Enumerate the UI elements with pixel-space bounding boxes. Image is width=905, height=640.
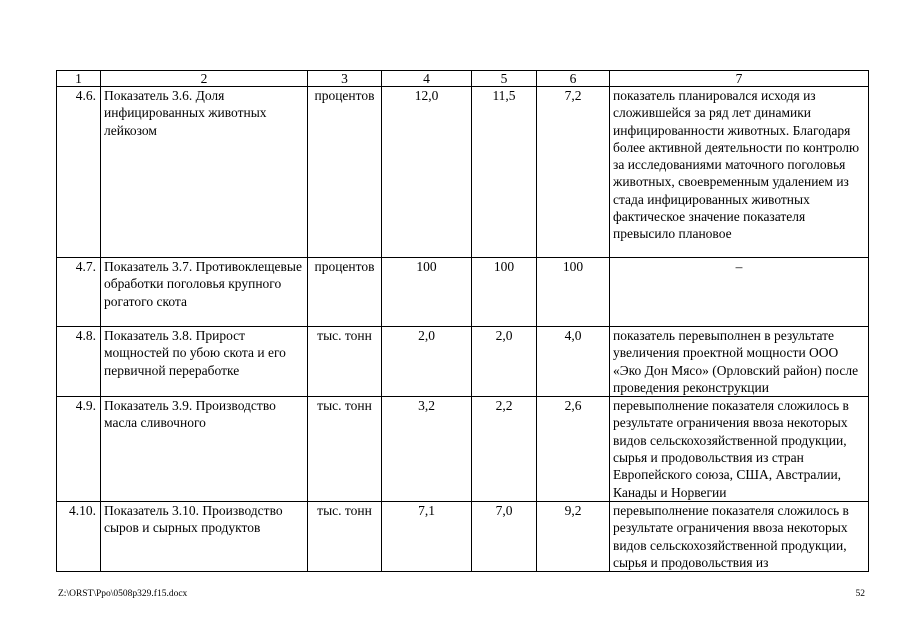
value-col5: 100 bbox=[472, 258, 537, 327]
note: показатель планировался исходя из сложившейся за ряд лет динамики инфицированности животных. Благодаря более активной деятельности по контролю за исследованиями маточного поголовья животных, своевременным удалением из стада инфицированных животных фактическое значение показателя превысило плановое bbox=[610, 87, 869, 258]
value-col4: 7,1 bbox=[382, 501, 472, 571]
unit: процентов bbox=[308, 87, 382, 258]
header-cell-5: 5 bbox=[472, 71, 537, 87]
unit: тыс. тонн bbox=[308, 501, 382, 571]
row-number: 4.7. bbox=[57, 258, 101, 327]
header-cell-1: 1 bbox=[57, 71, 101, 87]
note: – bbox=[610, 258, 869, 327]
header-cell-3: 3 bbox=[308, 71, 382, 87]
table-row bbox=[57, 501, 869, 571]
note: перевыполнение показателя сложилось в результате ограничения ввоза некоторых видов сельскохозяйственной продукции, сырья и продовольствия из стран Европейского союза, США, Австралии, Канады и Норвегии bbox=[610, 397, 869, 502]
unit: тыс. тонн bbox=[308, 397, 382, 502]
table-row bbox=[57, 327, 869, 397]
value-col4: 3,2 bbox=[382, 397, 472, 502]
indicator-name: Показатель 3.9. Производство масла сливочного bbox=[101, 397, 308, 502]
table-row bbox=[57, 87, 869, 258]
value-col5: 2,0 bbox=[472, 327, 537, 397]
header-cell-4: 4 bbox=[382, 71, 472, 87]
indicator-name: Показатель 3.7. Противоклещевые обработки поголовья крупного рогатого скота bbox=[101, 258, 308, 327]
header-cell-7: 7 bbox=[610, 71, 869, 87]
table-row bbox=[57, 397, 869, 502]
value-col4: 2,0 bbox=[382, 327, 472, 397]
table-row bbox=[57, 258, 869, 327]
value-col6: 7,2 bbox=[537, 87, 610, 258]
footer-page-number: 52 bbox=[855, 589, 865, 599]
indicator-name: Показатель 3.10. Производство сыров и сырных продуктов bbox=[101, 501, 308, 571]
note: показатель перевыполнен в результате увеличения проектной мощности ООО «Эко Дон Мясо» (Орловский район) после проведения реконструкции bbox=[610, 327, 869, 397]
row-number: 4.8. bbox=[57, 327, 101, 397]
note: перевыполнение показателя сложилось в результате ограничения ввоза некоторых видов сельскохозяйственной продукции, сырья и продовольствия из bbox=[610, 501, 869, 571]
value-col4: 100 bbox=[382, 258, 472, 327]
header-row bbox=[57, 71, 869, 87]
indicator-name: Показатель 3.6. Доля инфицированных животных лейкозом bbox=[101, 87, 308, 258]
header-cell-2: 2 bbox=[101, 71, 308, 87]
value-col5: 11,5 bbox=[472, 87, 537, 258]
unit: процентов bbox=[308, 258, 382, 327]
row-number: 4.10. bbox=[57, 501, 101, 571]
value-col6: 4,0 bbox=[537, 327, 610, 397]
row-number: 4.9. bbox=[57, 397, 101, 502]
row-number: 4.6. bbox=[57, 87, 101, 258]
value-col4: 12,0 bbox=[382, 87, 472, 258]
header-cell-6: 6 bbox=[537, 71, 610, 87]
value-col6: 9,2 bbox=[537, 501, 610, 571]
indicators-table bbox=[56, 70, 869, 572]
indicator-name: Показатель 3.8. Прирост мощностей по убою скота и его первичной переработке bbox=[101, 327, 308, 397]
value-col6: 100 bbox=[537, 258, 610, 327]
value-col6: 2,6 bbox=[537, 397, 610, 502]
footer-file-path: Z:\ORST\Ppo\0508p329.f15.docx bbox=[58, 589, 188, 599]
value-col5: 7,0 bbox=[472, 501, 537, 571]
unit: тыс. тонн bbox=[308, 327, 382, 397]
value-col5: 2,2 bbox=[472, 397, 537, 502]
